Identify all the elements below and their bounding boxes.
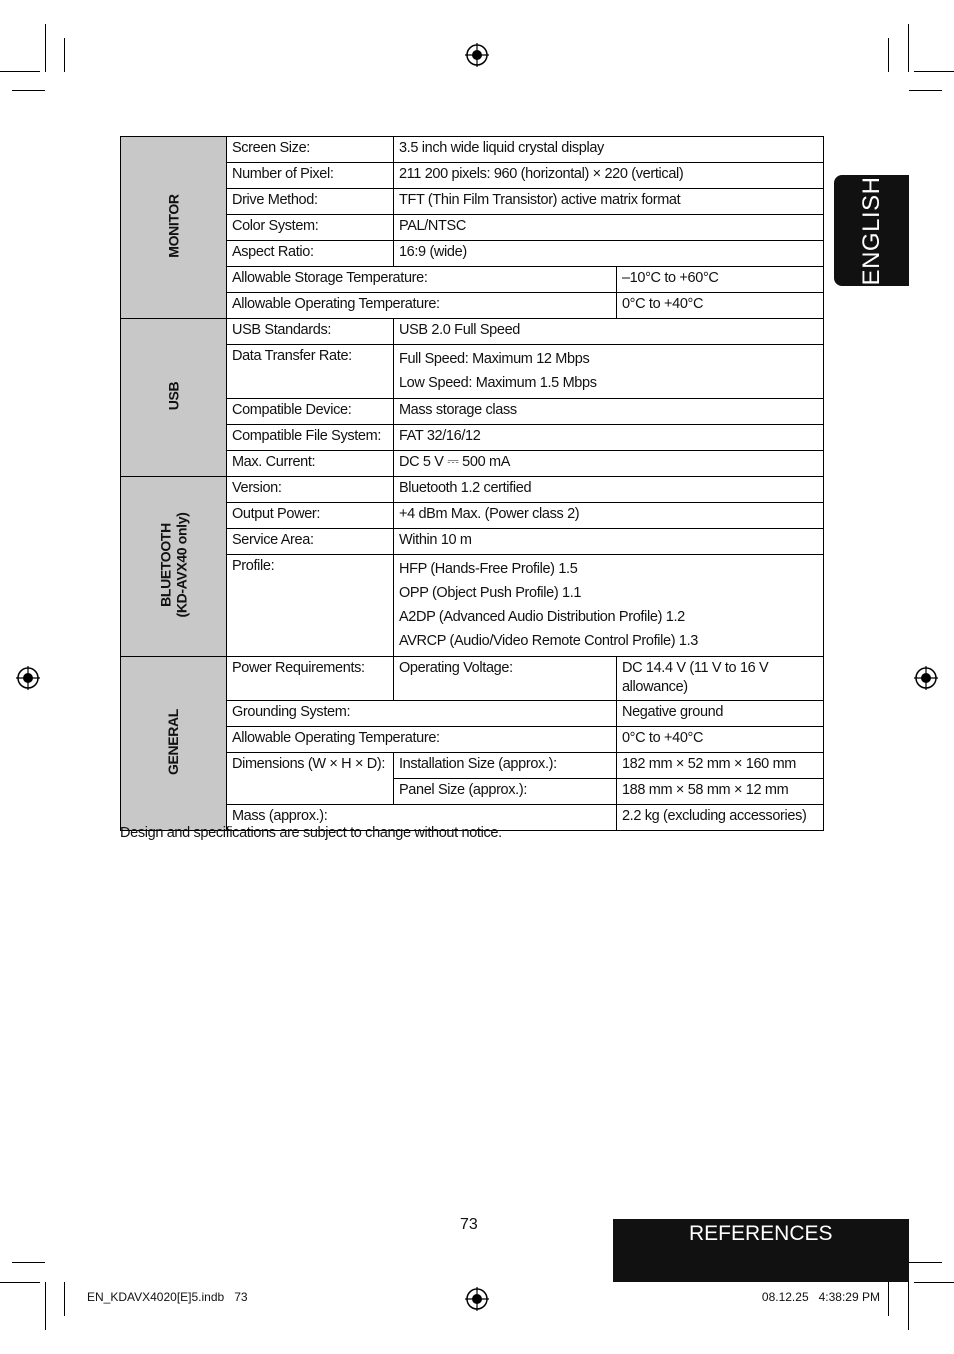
table-row bbox=[121, 345, 824, 399]
spec-value-line: Low Speed: Maximum 1.5 Mbps bbox=[398, 375, 597, 391]
spec-value: 3.5 inch wide liquid crystal display bbox=[393, 137, 823, 163]
spec-value-line: OPP (Object Push Profile) 1.1 bbox=[398, 585, 582, 601]
spec-value: 211 200 pixels: 960 (horizontal) × 220 (vertical) bbox=[393, 163, 823, 189]
spec-label: Drive Method: bbox=[226, 189, 393, 215]
table-row bbox=[121, 319, 824, 345]
crop-mark bbox=[12, 90, 45, 91]
registration-mark-icon bbox=[16, 666, 40, 690]
spec-value: TFT (Thin Film Transistor) active matrix format bbox=[393, 189, 823, 215]
spec-label: Number of Pixel: bbox=[226, 163, 393, 189]
crop-mark bbox=[64, 1282, 65, 1316]
crop-mark bbox=[888, 38, 889, 72]
spec-value-line: HFP (Hands-Free Profile) 1.5 bbox=[398, 561, 578, 577]
spec-label: Dimensions (W × H × D): bbox=[226, 753, 393, 805]
spec-value bbox=[393, 555, 823, 657]
table-row bbox=[121, 701, 824, 727]
crop-mark bbox=[0, 71, 40, 72]
crop-mark bbox=[45, 24, 46, 72]
spec-value: 0°C to +40°C bbox=[616, 727, 823, 753]
crop-mark bbox=[45, 1282, 46, 1330]
spec-label: Allowable Operating Temperature: bbox=[226, 293, 616, 319]
table-row bbox=[121, 727, 824, 753]
table-row bbox=[121, 503, 824, 529]
section-title: MONITOR bbox=[165, 194, 182, 258]
section-title-line: BLUETOOTH bbox=[157, 523, 174, 607]
section-title: USB bbox=[165, 381, 182, 411]
disclaimer-note: Design and specifications are subject to change without notice. bbox=[120, 825, 502, 841]
spec-label: Compatible File System: bbox=[226, 425, 393, 451]
spec-value bbox=[393, 345, 823, 399]
spec-label: Output Power: bbox=[226, 503, 393, 529]
page-number: 73 bbox=[460, 1216, 478, 1233]
spec-sublabel: Installation Size (approx.): bbox=[393, 753, 616, 779]
language-tab bbox=[834, 175, 909, 286]
crop-mark bbox=[909, 1262, 942, 1263]
section-header-monitor bbox=[121, 137, 227, 319]
section-tab bbox=[613, 1219, 909, 1282]
spec-value-line: AVRCP (Audio/Video Remote Control Profile) 1.3 bbox=[398, 633, 698, 649]
registration-mark-icon bbox=[465, 1287, 489, 1311]
section-header-usb bbox=[121, 319, 227, 477]
spec-value: USB 2.0 Full Speed bbox=[393, 319, 823, 345]
spec-sublabel: Operating Voltage: bbox=[393, 657, 616, 701]
spec-value: 2.2 kg (excluding accessories) bbox=[616, 805, 823, 831]
spec-label: Compatible Device: bbox=[226, 399, 393, 425]
spec-label: Color System: bbox=[226, 215, 393, 241]
table-row bbox=[121, 189, 824, 215]
table-row bbox=[121, 293, 824, 319]
crop-mark bbox=[64, 38, 65, 72]
section-title: GENERAL bbox=[165, 709, 182, 775]
table-row bbox=[121, 399, 824, 425]
spec-value: 0°C to +40°C bbox=[616, 293, 823, 319]
spec-label: Screen Size: bbox=[226, 137, 393, 163]
spec-value: –10°C to +60°C bbox=[616, 267, 823, 293]
table-row bbox=[121, 241, 824, 267]
spec-label: Aspect Ratio: bbox=[226, 241, 393, 267]
footer-timestamp: 08.12.25 4:38:29 PM bbox=[761, 1290, 880, 1304]
spec-value: PAL/NTSC bbox=[393, 215, 823, 241]
section-tab-label: REFERENCES bbox=[689, 1222, 833, 1245]
spec-label: Allowable Operating Temperature: bbox=[226, 727, 616, 753]
crop-mark bbox=[908, 1282, 909, 1330]
spec-label: Profile: bbox=[226, 555, 393, 657]
crop-mark bbox=[908, 24, 909, 72]
spec-value: Mass storage class bbox=[393, 399, 823, 425]
section-title bbox=[157, 513, 189, 618]
crop-mark bbox=[0, 1282, 40, 1283]
spec-value: DC 14.4 V (11 V to 16 V allowance) bbox=[616, 657, 823, 701]
spec-label: Version: bbox=[226, 477, 393, 503]
table-row bbox=[121, 163, 824, 189]
table-row bbox=[121, 451, 824, 477]
spec-label: USB Standards: bbox=[226, 319, 393, 345]
section-header-bluetooth bbox=[121, 477, 227, 657]
spec-value-line: Full Speed: Maximum 12 Mbps bbox=[398, 351, 590, 367]
crop-mark bbox=[909, 90, 942, 91]
specifications-table bbox=[120, 136, 824, 831]
registration-mark-icon bbox=[914, 666, 938, 690]
table-row bbox=[121, 137, 824, 163]
spec-label: Allowable Storage Temperature: bbox=[226, 267, 616, 293]
spec-value: 16:9 (wide) bbox=[393, 241, 823, 267]
spec-value: 182 mm × 52 mm × 160 mm bbox=[616, 753, 823, 779]
table-row bbox=[121, 215, 824, 241]
spec-label: Max. Current: bbox=[226, 451, 393, 477]
table-row bbox=[121, 425, 824, 451]
spec-label: Service Area: bbox=[226, 529, 393, 555]
registration-mark-icon bbox=[465, 43, 489, 67]
spec-label: Power Requirements: bbox=[226, 657, 393, 701]
spec-value: DC 5 V ⎓ 500 mA bbox=[393, 451, 823, 477]
crop-mark bbox=[914, 1282, 954, 1283]
footer-file-name: EN_KDAVX4020[E]5.indb 73 bbox=[87, 1290, 248, 1304]
table-row bbox=[121, 753, 824, 779]
table-row bbox=[121, 657, 824, 701]
crop-mark bbox=[12, 1262, 45, 1263]
spec-label: Mass (approx.): bbox=[226, 805, 616, 831]
spec-label: Data Transfer Rate: bbox=[226, 345, 393, 399]
spec-value: Within 10 m bbox=[393, 529, 823, 555]
spec-label: Grounding System: bbox=[226, 701, 616, 727]
spec-value: Bluetooth 1.2 certified bbox=[393, 477, 823, 503]
spec-value-line: A2DP (Advanced Audio Distribution Profile) 1.2 bbox=[398, 609, 685, 625]
section-title-line: (KD-AVX40 only) bbox=[173, 512, 190, 618]
table-row bbox=[121, 477, 824, 503]
table-row bbox=[121, 267, 824, 293]
spec-value: 188 mm × 58 mm × 12 mm bbox=[616, 779, 823, 805]
spec-sublabel: Panel Size (approx.): bbox=[393, 779, 616, 805]
language-tab-label: ENGLISH bbox=[857, 176, 885, 285]
crop-mark bbox=[914, 71, 954, 72]
section-header-general bbox=[121, 657, 227, 831]
spec-value: FAT 32/16/12 bbox=[393, 425, 823, 451]
crop-mark bbox=[888, 1282, 889, 1316]
spec-value: +4 dBm Max. (Power class 2) bbox=[393, 503, 823, 529]
spec-value: Negative ground bbox=[616, 701, 823, 727]
